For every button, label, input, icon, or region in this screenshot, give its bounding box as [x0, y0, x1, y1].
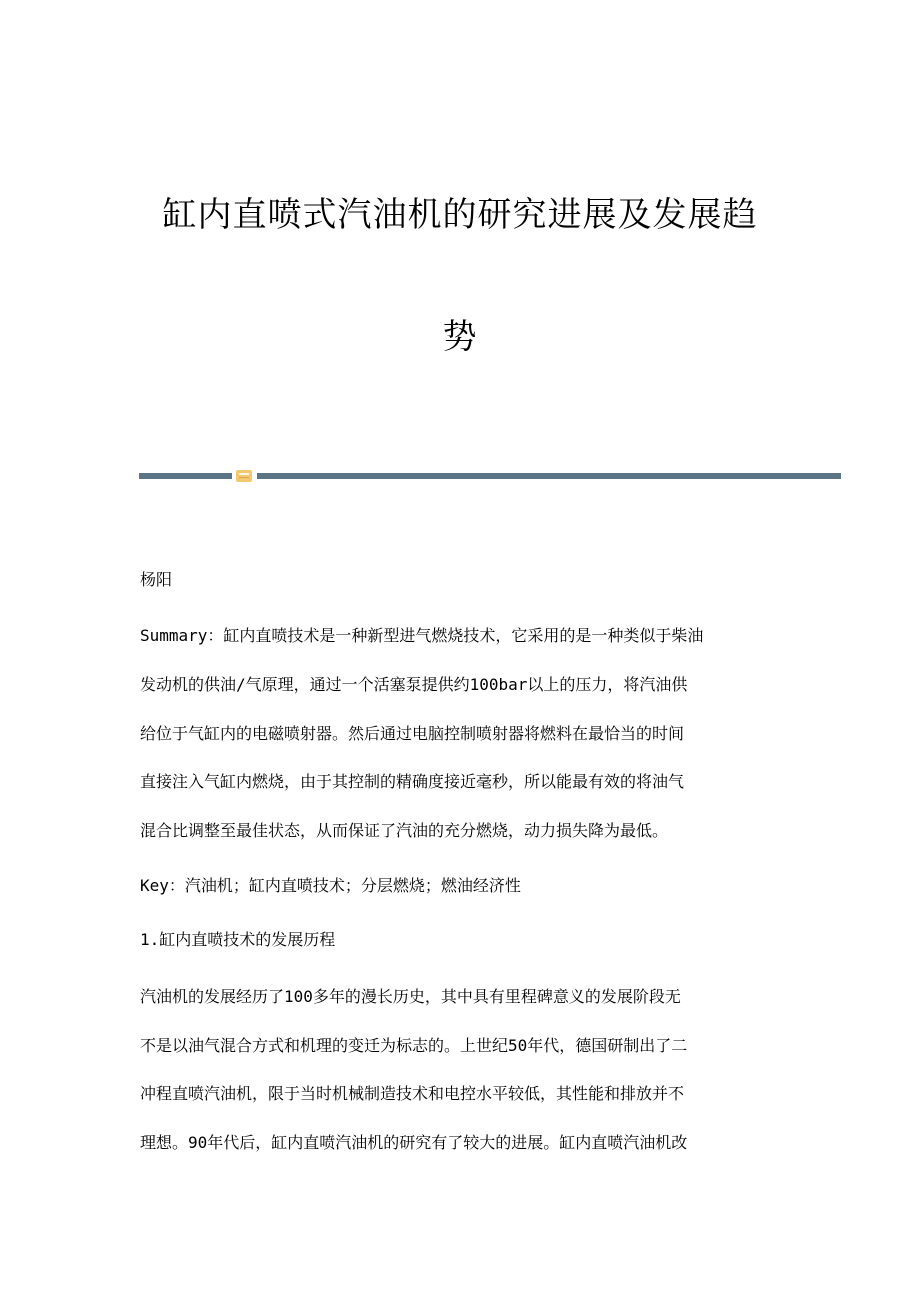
document-title-line-1: 缸内直喷式汽油机的研究进展及发展趋	[162, 195, 758, 235]
document-title-line-2: 势	[442, 317, 478, 357]
body-line: 不是以油气混合方式和机理的变迁为标志的。上世纪50年代，德国研制出了二	[140, 1036, 688, 1055]
body-line: 冲程直喷汽油机，限于当时机械制造技术和电控水平较低，其性能和排放并不	[140, 1084, 685, 1103]
body-line: 汽油机的发展经历了100多年的漫长历史，其中具有里程碑意义的发展阶段无	[140, 987, 681, 1006]
summary-line: 直接注入气缸内燃烧，由于其控制的精确度接近毫秒，所以能最有效的将油气	[140, 772, 685, 791]
divider-bar-left	[139, 473, 232, 479]
summary-line: 给位于气缸内的电磁喷射器。然后通过电脑控制喷射器将燃料在最恰当的时间	[140, 724, 685, 743]
divider-ornament-icon	[236, 470, 252, 482]
divider-bar-right	[257, 473, 841, 479]
summary-line: 发动机的供油/气原理，通过一个活塞泵提供约100bar以上的压力，将汽油供	[140, 675, 688, 694]
summary-line: Summary：缸内直喷技术是一种新型进气燃烧技术，它采用的是一种类似于柴油	[140, 626, 704, 645]
author-name: 杨阳	[140, 570, 173, 589]
keywords-line: Key：汽油机；缸内直喷技术；分层燃烧；燃油经济性	[140, 876, 521, 895]
section-heading: 1.缸内直喷技术的发展历程	[140, 930, 336, 949]
body-line: 理想。90年代后，缸内直喷汽油机的研究有了较大的进展。缸内直喷汽油机改	[140, 1133, 688, 1152]
summary-line: 混合比调整至最佳状态，从而保证了汽油的充分燃烧，动力损失降为最低。	[140, 821, 669, 840]
